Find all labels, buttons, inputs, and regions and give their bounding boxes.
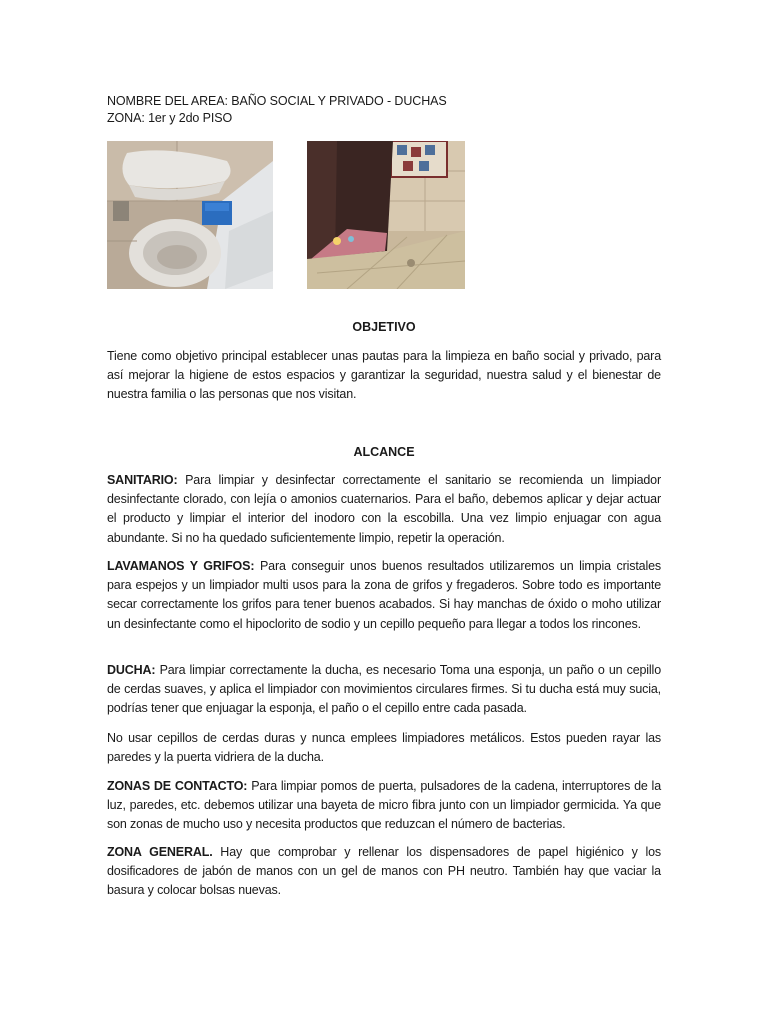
zonas-contacto-paragraph [107,777,661,835]
sanitario-paragraph [107,471,661,548]
objetivo-heading: OBJETIVO [352,320,416,334]
zona-general-text: Hay que comprobar y rellenar los dispensadores de papel higiénico y los dosificadores de jabón de manos con un gel de manos con PH neutro. También hay que vaciar la basura y colocar bolsas nuevas. [107,845,661,898]
zona-general-label: ZONA GENERAL. [107,845,213,859]
zone-name: ZONA: 1er y 2do PISO [107,111,233,125]
sanitario-label: SANITARIO: [107,473,178,487]
lavamanos-text: Para conseguir unos buenos resultados utilizaremos un limpia cristales para espejos y un limpiador multi usos para la zona de grifos y fregaderos. Sobre todo es importante secar correctamente los grifos para tener buenos acabados. Si hay manchas de óxido o moho utilizar un desinfectante como el hipoclorito de sodio y un cepillo pequeño para llegar a todos los rincones. [107,559,661,631]
cepillos-paragraph [107,729,661,767]
alcance-heading: ALCANCE [353,445,415,459]
ducha-label: DUCHA: [107,663,156,677]
zonas-contacto-label: ZONAS DE CONTACTO: [107,779,248,793]
sanitario-text: Para limpiar y desinfectar correctamente el sanitario se recomienda un limpiador desinfectante clorado, con lejía o amonios cuaternarios. Para el baño, debemos aplicar y dejar actuar el producto y limpiar el interior del inodoro con la escobilla. Una vez limpio enjuagar con agua abundante. Si no ha quedado suficientemente limpio, repetir la operación. [107,473,661,545]
ducha-text: Para limpiar correctamente la ducha, es necesario Toma una esponja, un paño o un cepillo de cerdas suaves, y aplica el limpiador con movimientos circulares firmes. Si tu ducha está muy sucia, podrías tener que enjuagar la esponja, el paño o el cepillo entre cada pasada. [107,663,661,716]
lavamanos-label: LAVAMANOS Y GRIFOS: [107,559,255,573]
zonas-contacto-text: Para limpiar pomos de puerta, pulsadores de la cadena, interruptores de la luz, paredes, etc. debemos utilizar una bayeta de micro fibra junto con un limpiador germicida. Ya que son zonas de mucho uso y necesita productos que reduzcan el número de bacterias. [107,779,661,832]
cepillos-text: No usar cepillos de cerdas duras y nunca emplees limpiadores metálicos. Estos pueden rayar las paredes y la puerta vidriera de la ducha. [107,731,661,765]
toilet-photo [107,141,273,289]
ducha-paragraph [107,661,661,719]
zona-general-paragraph [107,843,661,901]
area-name: NOMBRE DEL AREA: BAÑO SOCIAL Y PRIVADO - DUCHAS [107,94,447,108]
lavamanos-paragraph [107,557,661,634]
objetivo-paragraph: Tiene como objetivo principal establecer unas pautas para la limpieza en baño social y privado, para así mejorar la higiene de estos espacios y garantizar la seguridad, nuestra salud y el bienestar de nuestra familia o las personas que nos visitan. [107,349,661,402]
shower-photo [307,141,465,289]
